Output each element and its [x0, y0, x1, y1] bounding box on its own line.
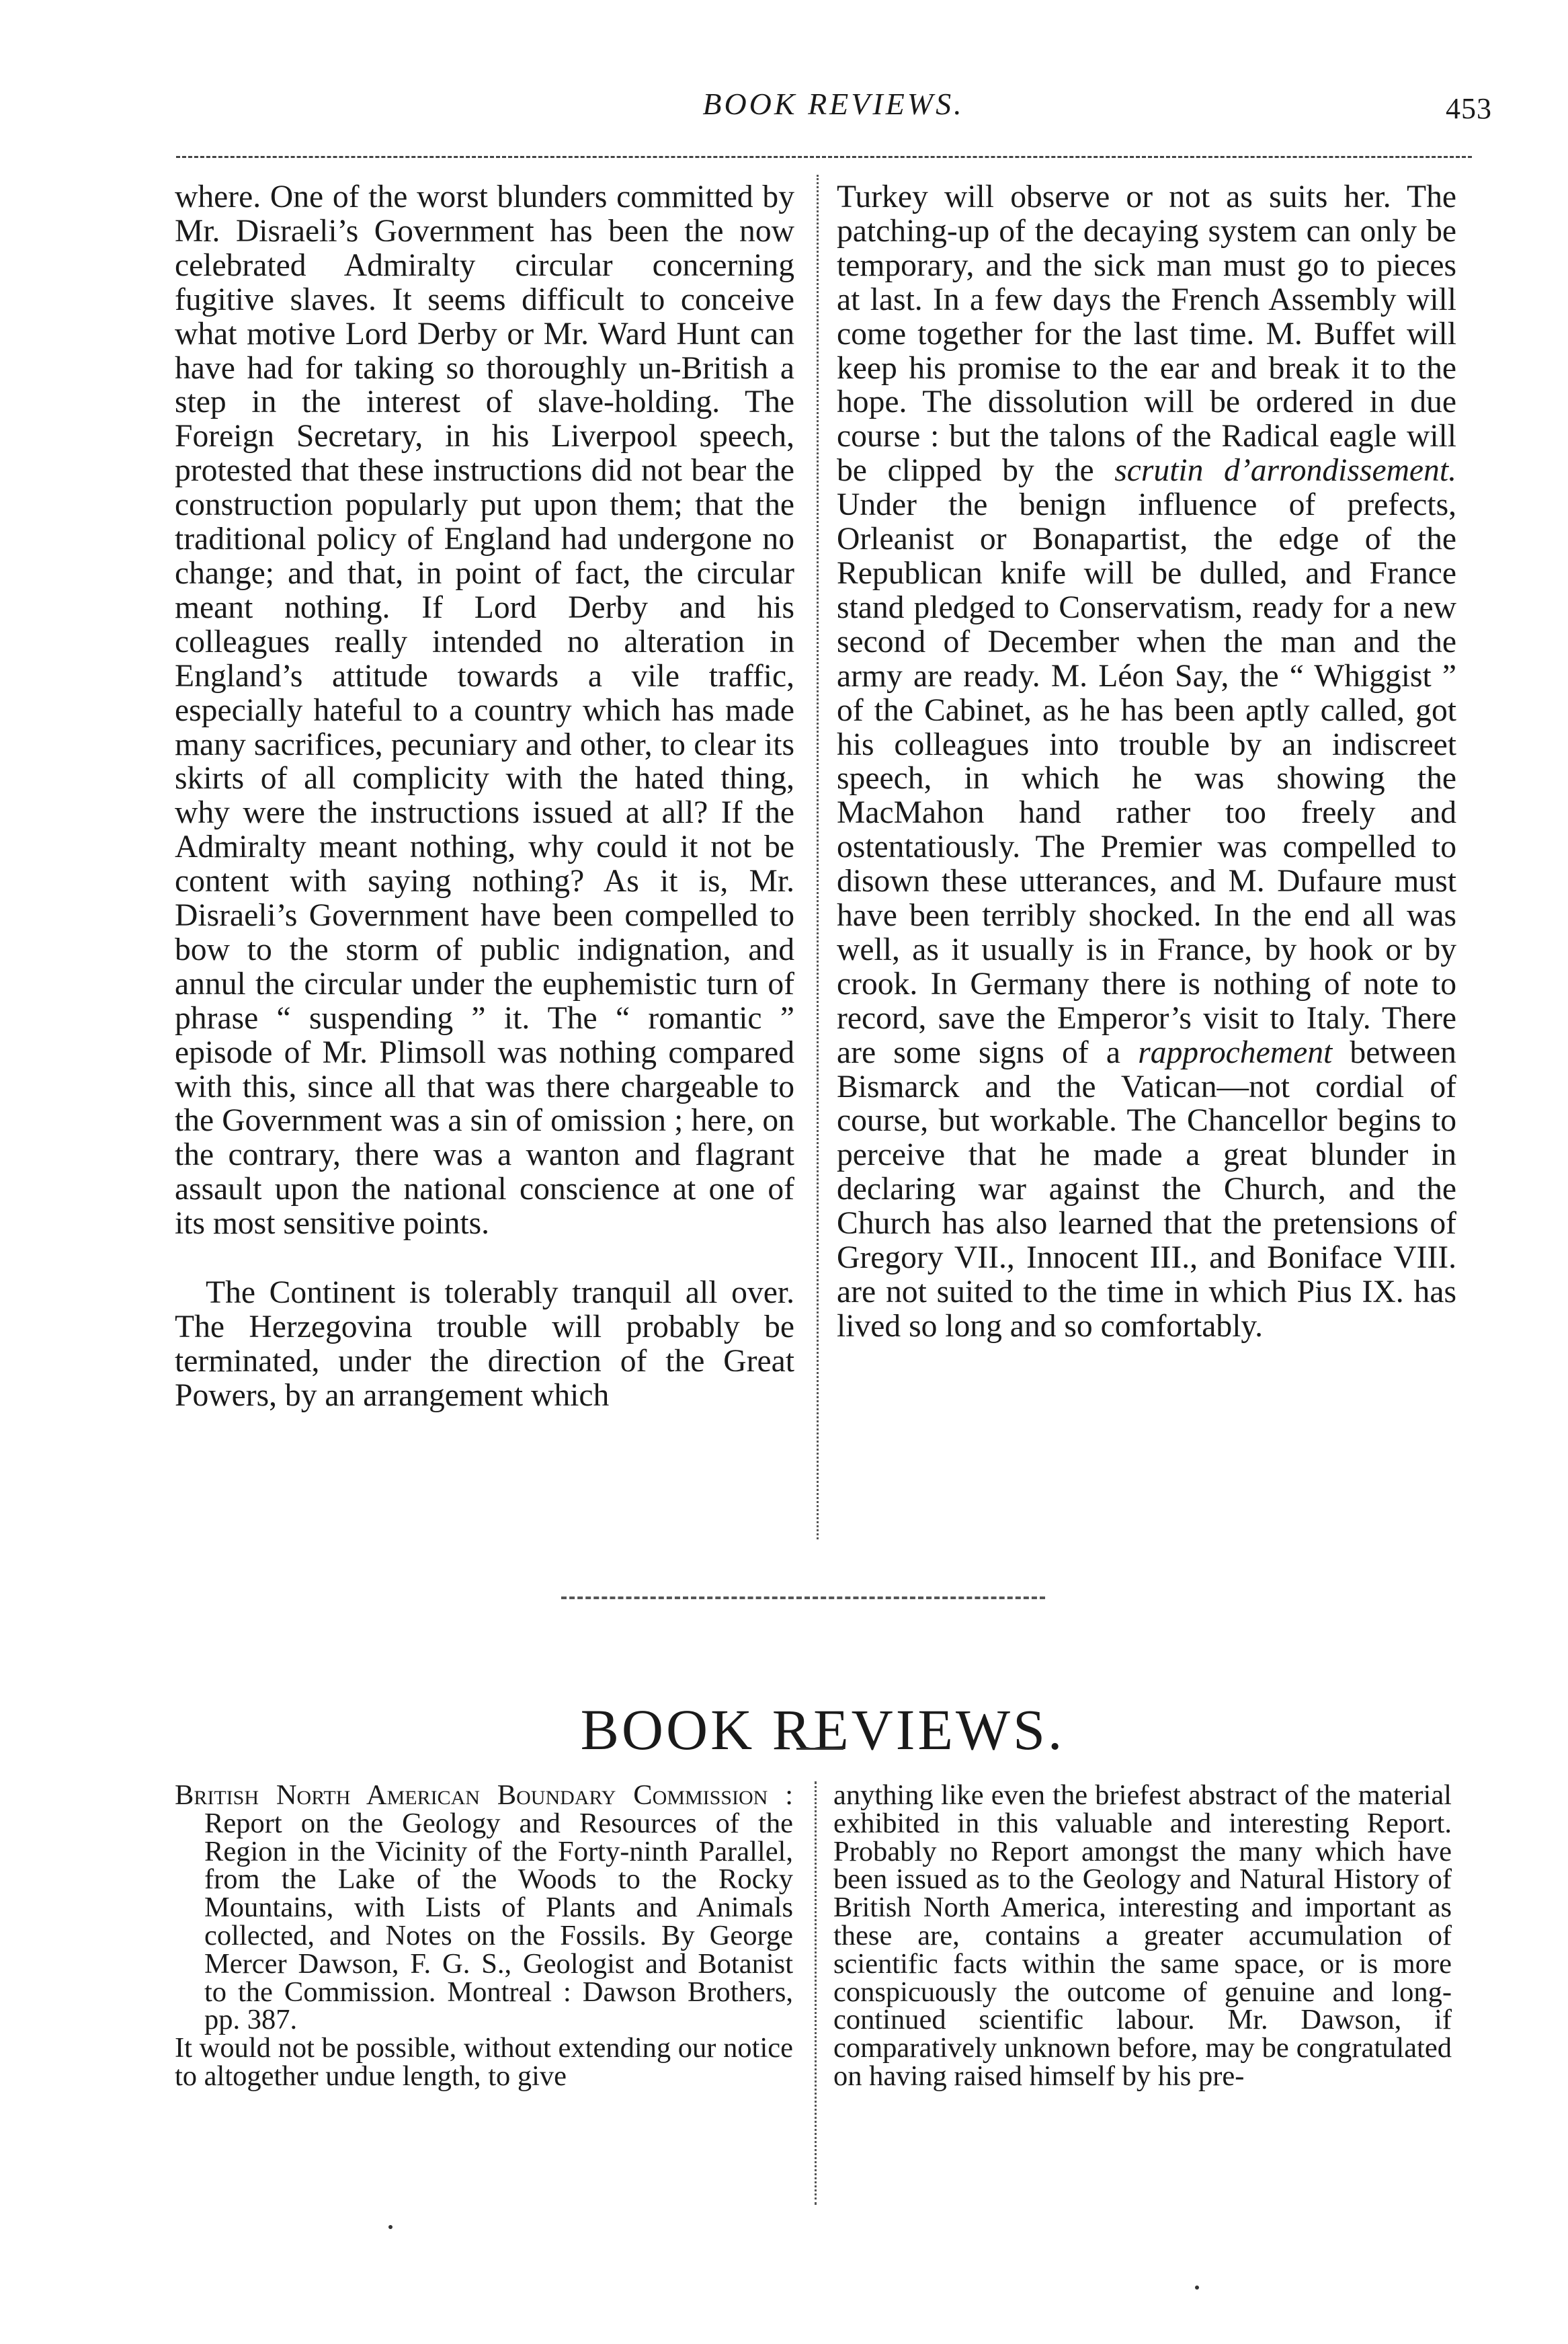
review-entry-title: British North American Boundary Commission :	[175, 1779, 793, 1811]
right-text-part-3: between Bismarck and the Vatican—not cordial of course, but workable. The Chancellor begins to perceive that he made a great blunder in declaring war against the Church, and the Church has also learned that the pretensions of Gregory VII., Innocent III., and Boniface VIII. are not suited to the time in which Pius IX. has lived so long and so comfortably.	[837, 1035, 1456, 1344]
running-title: BOOK REVIEWS.	[702, 87, 964, 121]
right-paragraph-1	[837, 180, 1456, 1344]
page-number: 453	[1446, 92, 1492, 125]
left-column	[175, 180, 794, 1413]
column-divider	[817, 175, 819, 1539]
review-body-left: It would not be possible, without extending our notice to altogether undue length, to give	[175, 2032, 793, 2092]
section-title: BOOK REVIEWS.	[580, 1697, 1065, 1762]
print-speck	[1195, 2286, 1199, 2290]
review-left-column	[175, 1781, 793, 2091]
running-head	[175, 86, 1492, 133]
left-paragraph-2: The Continent is tolerably tranquil all over. The Herzegovina trouble will probably be terminated, under the direction of the Great Powers, by an arrangement which	[175, 1275, 794, 1413]
header-rule	[176, 156, 1472, 158]
review-column-divider	[815, 1781, 817, 2205]
review-entry	[175, 1781, 793, 2034]
right-text-part-1: Turkey will observe or not as suits her. The patching-up of the decaying system can only be temporary, and the sick man must go to pieces at last. In a few days the French Assembly will come together for the last time. M. Buffet will keep his promise to the ear and break it to the hope. The dissolution will be ordered in due course : but the talons of the Radical eagle will be clipped by the	[837, 179, 1456, 489]
italic-phrase-scrutin: scrutin d’arrondissement.	[1114, 453, 1456, 489]
right-column	[837, 180, 1456, 1344]
right-text-part-2: Under the benign influence of prefects, Orleanist or Bonapartist, the edge of the Republican knife will be dulled, and France stand pledged to Conservatism, ready for a new second of December when the man and the army are ready. M. Léon Say, the “ Whiggist ” of the Cabinet, as he has been aptly called, got his colleagues into trouble by an indiscreet speech, in which he was showing the MacMahon hand rather too freely and ostentatiously. The Premier was compelled to disown these utterances, and M. Dufaure must have been terribly shocked. In the end all was well, as it usually is in France, by hook or by crook. In Germany there is nothing of note to record, save the Emperor’s visit to Italy. There are some signs of a	[837, 487, 1456, 1070]
review-entry-body: Report on the Geology and Resources of the Region in the Vicinity of the Forty-ninth Parallel, from the Lake of the Woods to the Rocky Mountains, with Lists of Plants and Animals collected, and Notes on the Fossils. By George Mercer Dawson, F. G. S., Geologist and Botanist to the Commission. Montreal : Dawson Brothers, pp. 387.	[204, 1807, 793, 2036]
italic-phrase-rapprochement: rapprochement	[1138, 1035, 1333, 1070]
review-body-right: anything like even the briefest abstract of the material exhibited in this valuable and interesting Report. Probably no Report amongst the many which have been issued as to the Geology and Natural History of British North America, interesting and important as these are, contains a greater accumulation of scientific facts within the same space, or is more conspicuously the outcome of genuine and long-continued scientific labour. Mr. Dawson, if comparatively unknown before, may be congratulated on having raised himself by his pre-	[833, 1779, 1452, 2092]
title-rule	[796, 1748, 843, 1750]
print-speck	[388, 2225, 393, 2229]
review-right-column	[833, 1781, 1452, 2091]
section-ornament	[561, 1597, 1045, 1599]
left-paragraph-1: where. One of the worst blunders committed by Mr. Disraeli’s Government has been the now celebrated Admiralty circular concerning fugitive slaves. It seems difficult to conceive what motive Lord Derby or Mr. Ward Hunt can have had for taking so thoroughly un-British a step in the interest of slave-holding. The Foreign Secretary, in his Liverpool speech, protested that these instructions did not bear the construction popularly put upon them; that the traditional policy of England had undergone no change; and that, in point of fact, the circular meant nothing. If Lord Derby and his colleagues really intended no alteration in England’s attitude towards a vile traffic, especially hateful to a country which has made many sacrifices, pecuniary and other, to clear its skirts of all complicity with the hated thing, why were the instructions issued at all? If the Admiralty meant nothing, why could it not be content with saying nothing? As it is, Mr. Disraeli’s Government have been compelled to bow to the storm of public indignation, and annul the circular under the euphemistic turn of phrase “ suspending ” it. The “ romantic ” episode of Mr. Plimsoll was nothing compared with this, since all that was there chargeable to the Government was a sin of omission ; here, on the contrary, there was a wanton and flagrant assault upon the national conscience at one of its most sensitive points.	[175, 179, 794, 1242]
